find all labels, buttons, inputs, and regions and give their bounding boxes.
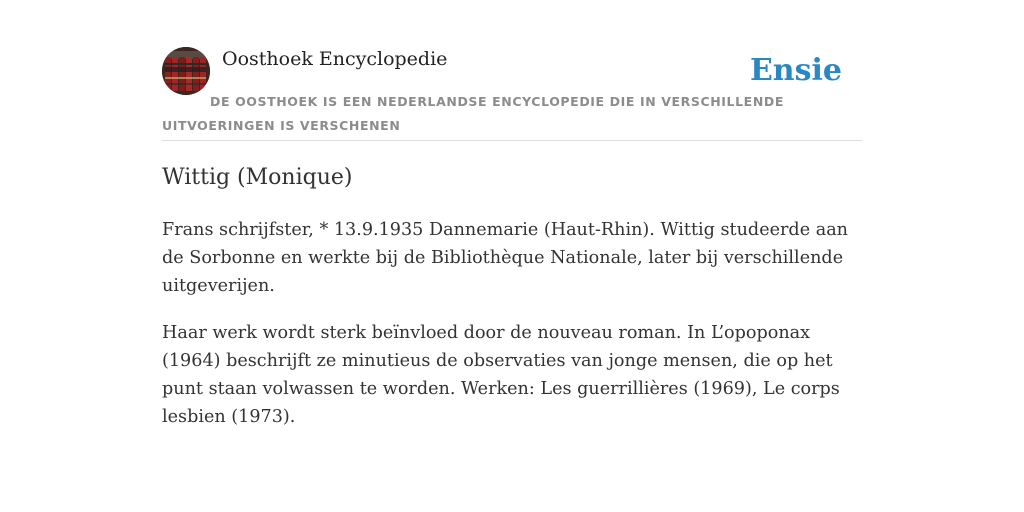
article-paragraph: Haar werk wordt sterk beïnvloed door de nouveau roman. In L’opoponax (1964) beschrijft ze minutieus de observaties van jonge mensen, die op het punt staan volwassen te worden. Werken: Les guerrillières (1969), Le corps lesbien (1973). <box>162 323 840 427</box>
site-tagline: DE OOSTHOEK IS EEN NEDERLANDSE ENCYCLOPEDIE DIE IN VERSCHILLENDE UITVOERINGEN IS VERSCHENEN <box>162 94 784 133</box>
site-header <box>162 46 862 141</box>
article-title: Wittig (Monique) <box>162 165 353 190</box>
article-paragraph: Frans schrijfster, * 13.9.1935 Dannemarie (Haut-Rhin). Wittig studeerde aan de Sorbonne en werkte bij de Bibliothèque Nationale, later bij verschillende uitgeverijen. <box>162 220 849 296</box>
brand-logo-link[interactable]: Ensie <box>749 53 842 88</box>
site-name[interactable]: Oosthoek Encyclopedie <box>222 48 448 70</box>
article <box>162 160 862 431</box>
encyclopedia-books-icon[interactable] <box>162 47 210 95</box>
